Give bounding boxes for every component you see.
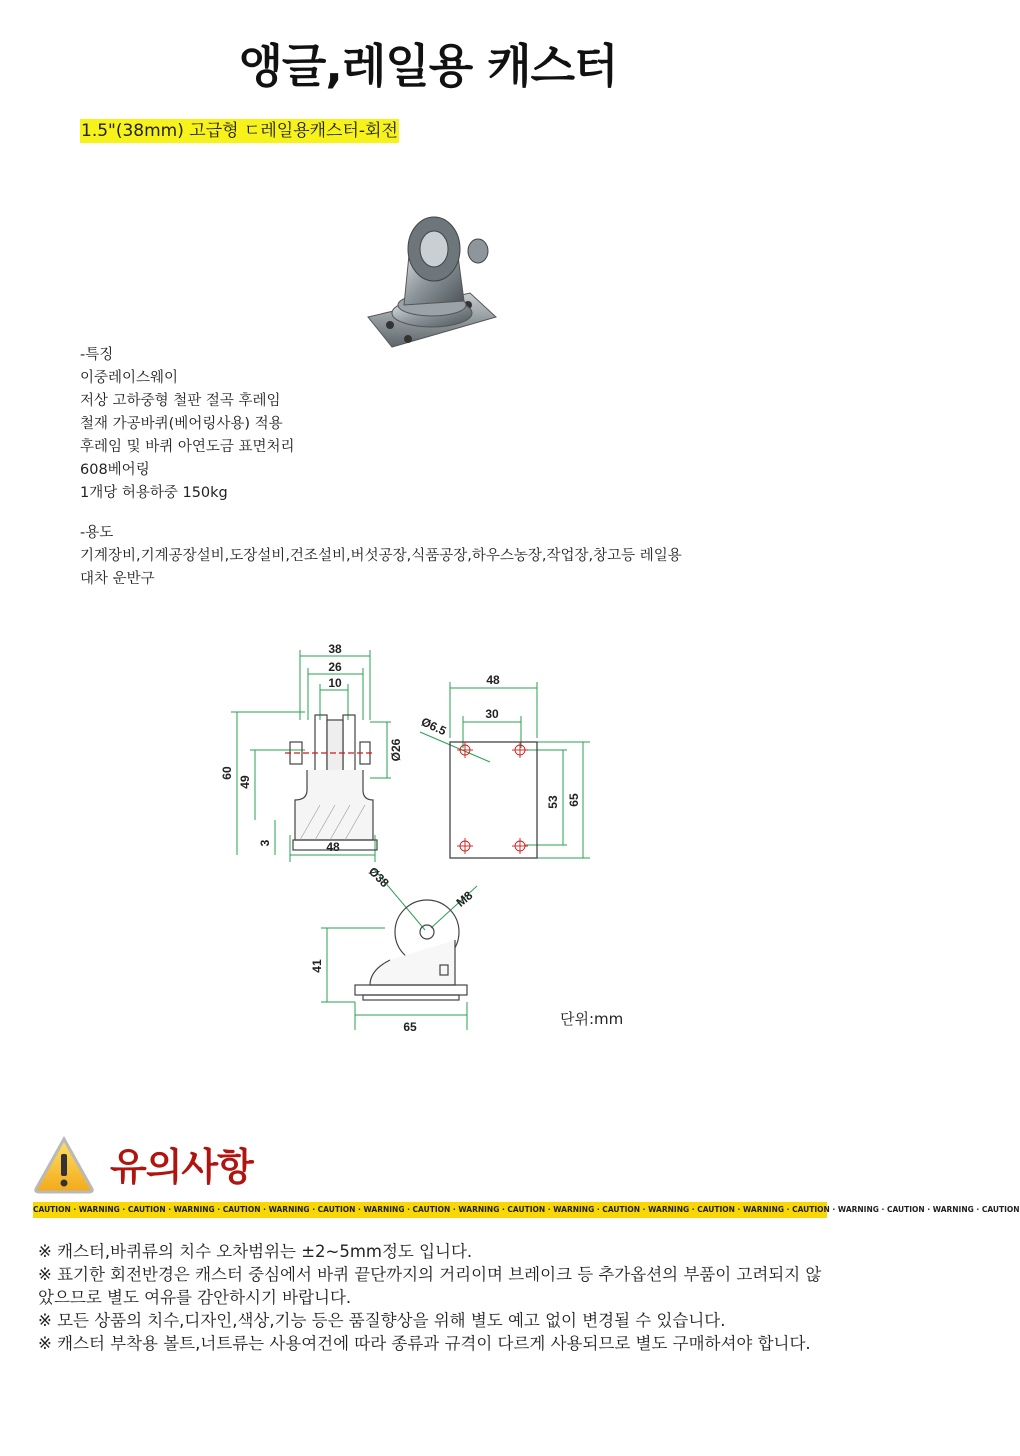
dim-48-front: 48 xyxy=(326,840,340,854)
uses-text: 기계장비,기계공장설비,도장설비,건조설비,버섯공장,식품공장,하우스농장,작업장,창고등 레일용 대차 운반구 xyxy=(80,548,682,587)
caster-photo xyxy=(360,205,500,365)
feature-item: 1개당 허용하중 150kg xyxy=(80,485,228,501)
dim-65-side: 65 xyxy=(403,1020,417,1034)
notes-section xyxy=(38,1240,828,1355)
features-heading: -특징 xyxy=(80,347,114,363)
dim-49: 49 xyxy=(238,775,252,789)
caution-tape: CAUTION · WARNING · CAUTION · WARNING · CAUTION · WARNING · CAUTION · WARNING · CAUTION · WARNING · CAUTION · WARNING · CAUTION · WARNING · CAUTION · WARNING · CAUTION · WARNING · CAUTION · WARNING · CAUTION xyxy=(33,1202,827,1218)
dim-10: 10 xyxy=(328,676,342,690)
warning-triangle-icon xyxy=(33,1136,95,1194)
page-title: 앵글,레일용 캐스터 xyxy=(238,39,618,93)
feature-item: 608베어링 xyxy=(80,462,150,478)
product-subtitle: 1.5"(38mm) 고급형 ㄷ레일용캐스터-회전 xyxy=(81,121,398,141)
uses-heading: -용도 xyxy=(80,525,114,541)
dim-65-plate: 65 xyxy=(567,793,581,807)
dim-30: 30 xyxy=(485,707,499,721)
dim-3: 3 xyxy=(258,839,272,847)
dim-48-plate: 48 xyxy=(486,673,500,687)
note-item: ※ 표기한 회전반경은 캐스터 중심에서 바퀴 끝단까지의 거리이며 브레이크 등 추가옵션의 부품이 고려되지 않았으므로 별도 여유를 감안하시기 바랍니다. xyxy=(38,1265,822,1307)
dim-53: 53 xyxy=(546,795,560,809)
feature-item: 저상 고하중형 철판 절곡 후레임 xyxy=(80,393,281,409)
feature-item: 후레임 및 바퀴 아연도금 표면처리 xyxy=(80,439,295,455)
dim-dia38: Ø38 xyxy=(365,864,392,891)
note-item: ※ 모든 상품의 치수,디자인,색상,기능 등은 품질향상을 위해 별도 예고 없이 변경될 수 있습니다. xyxy=(38,1311,726,1330)
unit-label: 단위:mm xyxy=(560,1010,624,1028)
dim-41: 41 xyxy=(310,959,324,973)
dim-26: 26 xyxy=(328,660,342,674)
dim-m8: M8 xyxy=(453,888,476,910)
dimension-drawing xyxy=(195,640,665,1040)
dim-38: 38 xyxy=(328,642,342,656)
dim-60: 60 xyxy=(220,766,234,780)
note-item: ※ 캐스터,바퀴류의 치수 오차범위는 ±2~5mm정도 입니다. xyxy=(38,1242,473,1261)
dim-dia26: Ø26 xyxy=(389,738,403,762)
note-item: ※ 캐스터 부착용 볼트,너트류는 사용여건에 따라 종류과 규격이 다르게 사용되므로 별도 구매하셔야 합니다. xyxy=(38,1334,811,1353)
features-section xyxy=(80,344,295,505)
uses-section xyxy=(80,522,700,591)
caution-title: 유의사항 xyxy=(110,1145,253,1189)
feature-item: 이중레이스웨이 xyxy=(80,370,179,386)
feature-item: 철재 가공바퀴(베어링사용) 적용 xyxy=(80,416,283,432)
dim-hole: Ø6.5 xyxy=(418,714,449,739)
